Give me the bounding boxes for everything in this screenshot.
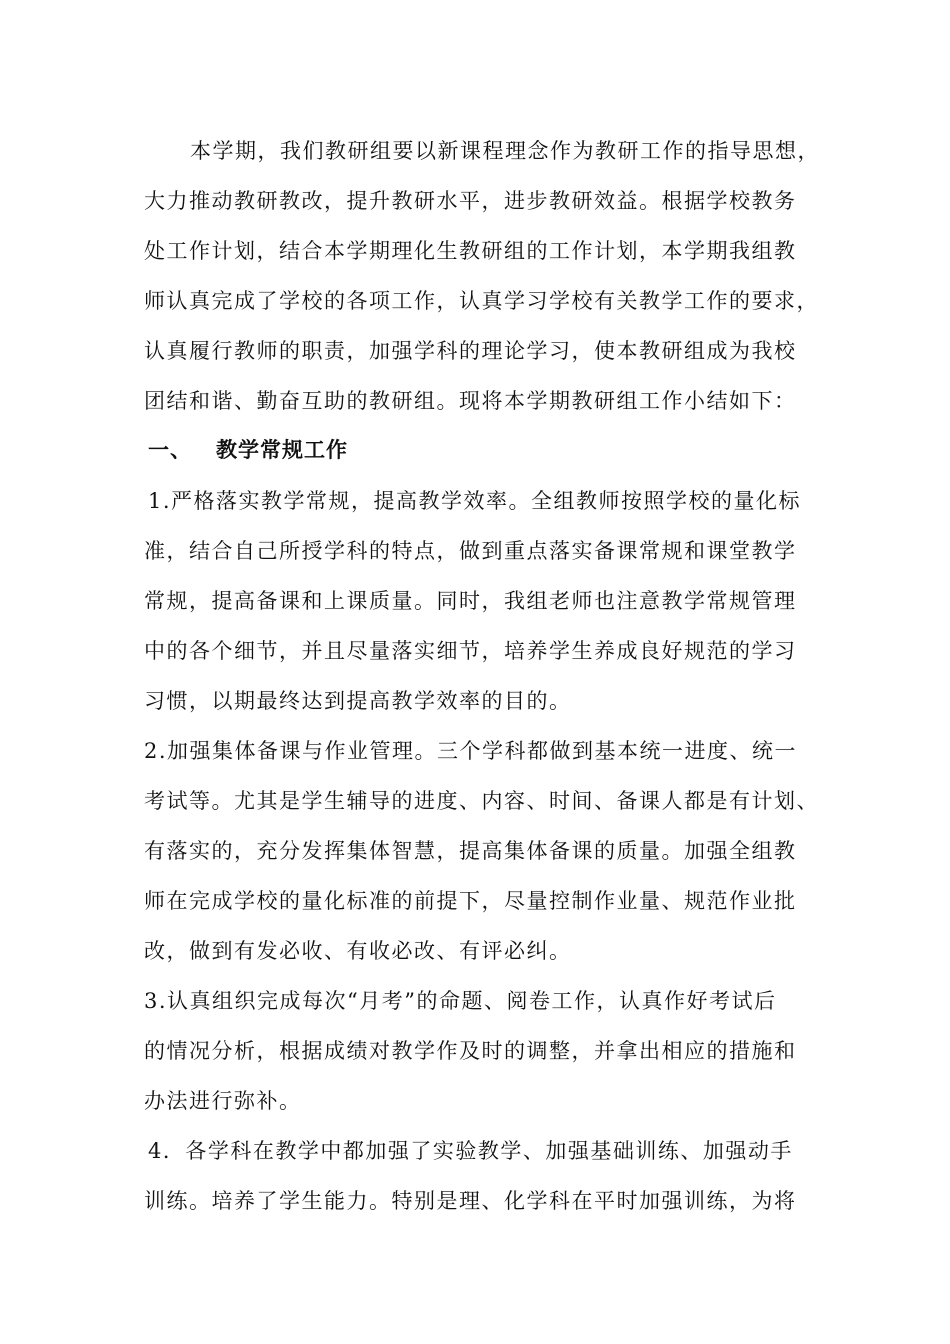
item-4-line: 4．各学科在教学中都加强了实验教学、加强基础训练、加强动手 (148, 1139, 793, 1163)
item-1-line: 1.严格落实教学常规，提高教学效率。全组教师按照学校的量化标 (148, 489, 802, 513)
intro-line: 本学期，我们教研组要以新课程理念作为教研工作的指导思想， (190, 139, 820, 163)
item-2-line: 有落实的，充分发挥集体智慧，提高集体备课的质量。加强全组教 (144, 839, 797, 863)
item-3-line: 的情况分析，根据成绩对教学作及时的调整，并拿出相应的措施和 (144, 1039, 797, 1063)
intro-line: 认真履行教师的职责，加强学科的理论学习，使本教研组成为我校 (144, 339, 797, 363)
item-1-line: 习惯，以期最终达到提高教学效率的目的。 (144, 689, 572, 713)
section-heading-number: 一、 (148, 438, 192, 462)
intro-line: 大力推动教研教改，提升教研水平，进步教研效益。根据学校教务 (144, 189, 797, 213)
intro-line: 团结和谐、勤奋互助的教研组。现将本学期教研组工作小结如下： (144, 389, 797, 413)
item-2-line: 2.加强集体备课与作业管理。三个学科都做到基本统一进度、统一 (144, 739, 798, 763)
section-heading-title: 教学常规工作 (216, 438, 348, 462)
item-4-line: 训练。培养了学生能力。特别是理、化学科在平时加强训练，为将 (144, 1189, 797, 1213)
item-2-line: 改，做到有发必收、有收必改、有评必纠。 (144, 939, 572, 963)
item-2-line: 考试等。尤其是学生辅导的进度、内容、时间、备课人都是有计划、 (144, 789, 819, 813)
intro-line: 处工作计划，结合本学期理化生教研组的工作计划，本学期我组教 (144, 239, 797, 263)
item-3-line: 3.认真组织完成每次“月考”的命题、阅卷工作，认真作好考试后 (144, 989, 777, 1013)
section-heading (148, 435, 348, 465)
item-2-line: 师在完成学校的量化标准的前提下，尽量控制作业量、规范作业批 (144, 889, 797, 913)
item-3-line: 办法进行弥补。 (144, 1089, 302, 1113)
item-1-line: 准，结合自己所授学科的特点，做到重点落实备课常规和课堂教学 (144, 539, 797, 563)
item-1-line: 常规，提高备课和上课质量。同时，我组老师也注意教学常规管理 (144, 589, 797, 613)
item-1-line: 中的各个细节，并且尽量落实细节，培养学生养成良好规范的学习 (144, 639, 797, 663)
intro-line: 师认真完成了学校的各项工作，认真学习学校有关教学工作的要求， (144, 289, 819, 313)
